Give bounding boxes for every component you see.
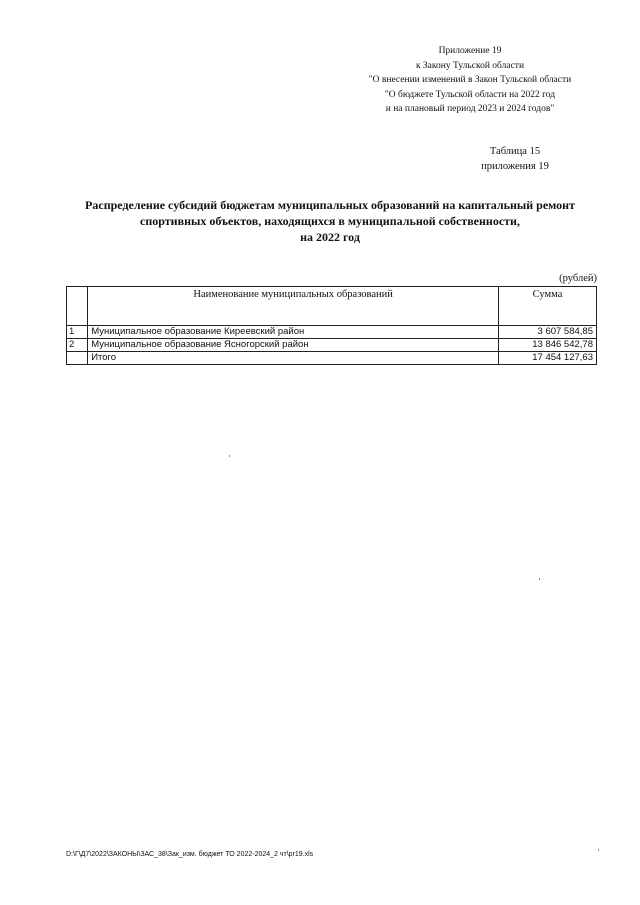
title-line: спортивных объектов, находящихся в муниципальной собственности,	[140, 214, 520, 228]
table-row	[67, 339, 597, 352]
row-number: 1	[67, 326, 88, 339]
header-name: Наименование муниципальных образований	[88, 287, 499, 326]
title-line: Распределение субсидий бюджетам муниципальных образований на капитальный ремонт	[85, 198, 575, 212]
appendix-line: Приложение 19	[438, 46, 502, 56]
table-header-row	[67, 287, 597, 326]
units-label: (рублей)	[559, 273, 597, 284]
document-title	[40, 197, 620, 245]
title-line: на 2022 год	[300, 230, 360, 244]
appendix-line: "О внесении изменений в Закон Тульской области	[368, 75, 572, 85]
appendix-header	[300, 44, 640, 117]
total-sum: 17 454 127,63	[499, 352, 597, 365]
table-number: Таблица 15	[489, 146, 541, 157]
total-number	[67, 352, 88, 365]
row-name: Муниципальное образование Киреевский район	[88, 326, 499, 339]
table-appendix-ref: приложения 19	[481, 161, 549, 172]
total-label: Итого	[88, 352, 499, 365]
header-sum: Сумма	[499, 287, 597, 326]
scan-speck	[539, 578, 540, 580]
appendix-line: к Закону Тульской области	[415, 60, 525, 71]
subsidy-table	[66, 286, 597, 365]
table-total-row	[67, 352, 597, 365]
appendix-line: и на плановый период 2023 и 2024 годов"	[385, 104, 555, 114]
row-number: 2	[67, 339, 88, 352]
scan-speck	[598, 849, 599, 851]
row-sum: 13 846 542,78	[499, 339, 597, 352]
appendix-line: "О бюджете Тульской области на 2022 год	[384, 89, 556, 100]
scan-speck	[229, 455, 230, 457]
row-sum: 3 607 584,85	[499, 326, 597, 339]
row-name: Муниципальное образование Ясногорский район	[88, 339, 499, 352]
table-reference	[460, 144, 570, 174]
table-row	[67, 326, 597, 339]
header-number	[67, 287, 88, 326]
file-path-footer: D:\Г\Д7\2022\ЗАКОНЫ\ЗАС_38\Зак_изм. бюджет ТО 2022-2024_2 чт\pr19.xls	[66, 851, 314, 858]
